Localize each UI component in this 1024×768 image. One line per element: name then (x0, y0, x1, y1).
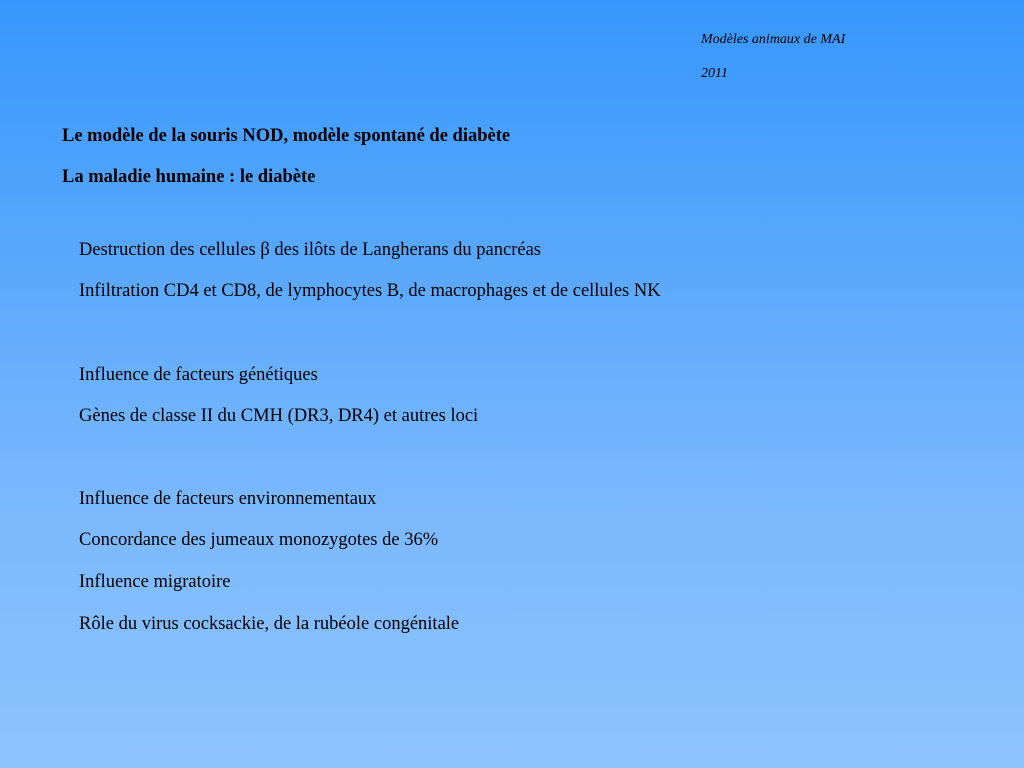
header-note (701, 23, 941, 91)
slide-subtitle: La maladie humaine : le diabète (62, 167, 316, 187)
section-1-line-2: Infiltration CD4 et CD8, de lymphocytes B, de macrophages et de cellules NK (79, 281, 661, 301)
header-note-line-1: Modèles animaux de MAI (701, 32, 846, 47)
header-note-line-2: 2011 (701, 66, 728, 81)
section-3-line-1: Influence de facteurs environnementaux (79, 489, 377, 509)
section-3-line-3: Influence migratoire (79, 572, 231, 592)
slide-title: Le modèle de la souris NOD, modèle spontané de diabète (62, 126, 511, 146)
section-3-line-2: Concordance des jumeaux monozygotes de 36% (79, 530, 439, 550)
section-2-line-1: Influence de facteurs génétiques (79, 365, 318, 385)
section-2-line-2: Gènes de classe II du CMH (DR3, DR4) et autres loci (79, 406, 479, 426)
section-3-line-4: Rôle du virus cocksackie, de la rubéole congénitale (79, 614, 460, 634)
slide-titles (62, 116, 510, 198)
section-1-line-1: Destruction des cellules β des ilôts de Langherans du pancréas (79, 240, 542, 260)
